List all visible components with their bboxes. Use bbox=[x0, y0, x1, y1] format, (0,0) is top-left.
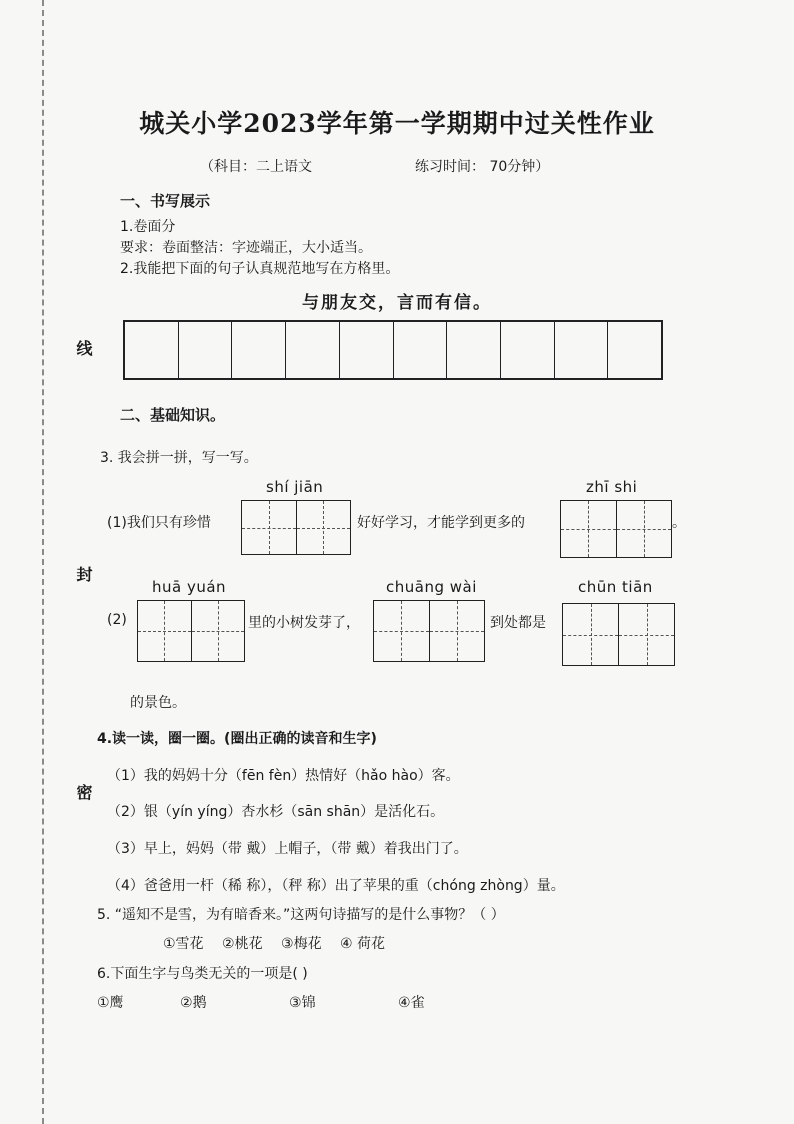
q3-row2-tail: 的景色。 bbox=[130, 695, 186, 711]
q3-row2-middle2: 到处都是 bbox=[490, 615, 546, 631]
q5-option-2[interactable]: ②桃花 bbox=[222, 936, 263, 952]
pinyin-chuangwai: chuāng wài bbox=[386, 578, 477, 596]
q3-title: 3. 我会拼一拼，写一写。 bbox=[100, 450, 258, 466]
q5-option-3[interactable]: ③梅花 bbox=[281, 936, 322, 952]
q5-title: 5. “遥知不是雪，为有暗香来。”这两句诗描写的是什么事物？（ ） bbox=[97, 907, 505, 923]
tianzige-huayuan[interactable] bbox=[137, 600, 245, 662]
grid-cell[interactable] bbox=[608, 322, 661, 378]
copy-sentence: 与朋友交，言而有信。 bbox=[302, 293, 492, 313]
tianzige-cell[interactable] bbox=[430, 601, 485, 661]
q6-option-1[interactable]: ①鹰 bbox=[97, 995, 124, 1011]
q1-title: 1.卷面分 bbox=[120, 219, 176, 235]
q6-option-2[interactable]: ②鹅 bbox=[180, 995, 207, 1011]
tianzige-cell[interactable] bbox=[297, 501, 351, 554]
tianzige-shijian[interactable] bbox=[241, 500, 351, 555]
tianzige-cell[interactable] bbox=[138, 601, 192, 661]
worksheet-title: 城关小学2023学年第一学期期中过关性作业 bbox=[139, 109, 655, 138]
q3-row2-prefix: (2) bbox=[107, 612, 127, 628]
pinyin-shijian: shí jiān bbox=[266, 478, 324, 496]
margin-label-feng: 封 bbox=[74, 566, 93, 582]
tianzige-cell[interactable] bbox=[563, 604, 619, 665]
grid-cell[interactable] bbox=[232, 322, 286, 378]
tianzige-cell[interactable] bbox=[242, 501, 297, 554]
margin-label-xian: 线 bbox=[74, 340, 93, 356]
q4-item-1: （1）我的妈妈十分（fēn fèn）热情好（hǎo hào）客。 bbox=[107, 768, 460, 784]
grid-cell[interactable] bbox=[179, 322, 233, 378]
writing-grid[interactable] bbox=[123, 320, 663, 380]
q6-option-3[interactable]: ③锦 bbox=[289, 995, 316, 1011]
q3-row1-prefix: (1)我们只有珍惜 bbox=[107, 515, 211, 531]
pinyin-chuntian: chūn tiān bbox=[578, 578, 653, 596]
time-label: 练习时间： 70分钟） bbox=[415, 159, 550, 175]
tianzige-cell[interactable] bbox=[561, 501, 617, 557]
section2-heading: 二、基础知识。 bbox=[120, 406, 226, 424]
grid-cell[interactable] bbox=[125, 322, 179, 378]
q5-options bbox=[163, 933, 385, 953]
q2-title: 2.我能把下面的句子认真规范地写在方格里。 bbox=[120, 261, 400, 277]
q1-requirement: 要求：卷面整洁：字迹端正，大小适当。 bbox=[120, 240, 372, 256]
q3-row2-middle1: 里的小树发芽了， bbox=[248, 615, 360, 631]
tianzige-cell[interactable] bbox=[374, 601, 430, 661]
q5-option-1[interactable]: ①雪花 bbox=[163, 936, 204, 952]
margin-label-mi: 密 bbox=[74, 784, 93, 800]
q5-option-4[interactable]: ④ 荷花 bbox=[340, 936, 386, 952]
section1-heading: 一、书写展示 bbox=[120, 192, 211, 210]
tianzige-cell[interactable] bbox=[617, 501, 672, 557]
pinyin-zhishi: zhī shi bbox=[586, 478, 638, 496]
grid-cell[interactable] bbox=[286, 322, 340, 378]
q3-row1-suffix: 。 bbox=[672, 515, 686, 531]
q6-option-4[interactable]: ④雀 bbox=[398, 995, 425, 1011]
q4-item-3: （3）早上，妈妈（带 戴）上帽子，（带 戴）着我出门了。 bbox=[107, 841, 468, 857]
q3-row1-middle: 好好学习，才能学到更多的 bbox=[357, 515, 525, 531]
binding-dashed-line bbox=[42, 0, 44, 1124]
subject-label: （科目：二上语文 bbox=[200, 159, 312, 175]
tianzige-chuangwai[interactable] bbox=[373, 600, 485, 662]
tianzige-cell[interactable] bbox=[192, 601, 245, 661]
grid-cell[interactable] bbox=[555, 322, 609, 378]
tianzige-chuntian[interactable] bbox=[562, 603, 675, 666]
grid-cell[interactable] bbox=[394, 322, 448, 378]
q4-item-4: （4）爸爸用一杆（稀 称），（秤 称）出了苹果的重（chóng zhòng）量。 bbox=[107, 878, 565, 894]
q6-options bbox=[97, 992, 425, 1012]
grid-cell[interactable] bbox=[501, 322, 555, 378]
pinyin-huayuan: huā yuán bbox=[152, 578, 227, 596]
q4-title: 4.读一读，圈一圈。(圈出正确的读音和生字) bbox=[97, 731, 377, 747]
grid-cell[interactable] bbox=[447, 322, 501, 378]
tianzige-zhishi[interactable] bbox=[560, 500, 672, 558]
tianzige-cell[interactable] bbox=[619, 604, 674, 665]
q4-item-2: （2）银（yín yíng）杏水杉（sān shān）是活化石。 bbox=[107, 804, 445, 820]
grid-cell[interactable] bbox=[340, 322, 394, 378]
q6-title: 6.下面生字与鸟类无关的一项是( ) bbox=[97, 966, 308, 982]
